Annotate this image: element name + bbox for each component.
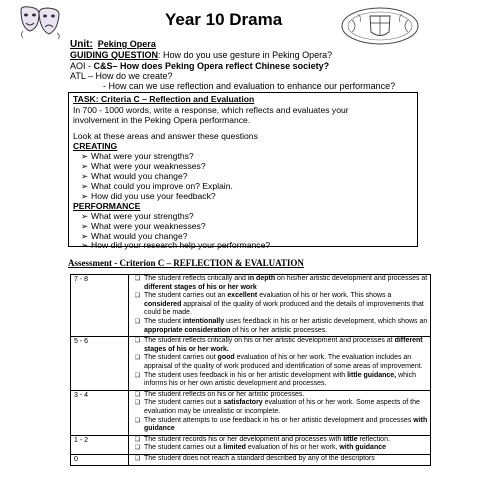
list-item: ➢ How did you use your feedback? [81,191,216,201]
descriptor-segment: evaluation of his or her work. Some aspects of the evaluation may be unrealistic or incomplete. [144,399,420,415]
descriptor-segment: The student carries out [144,354,218,362]
descriptor-item [131,292,428,318]
descriptor-emphasis: good [217,354,235,362]
unit-label: Unit: [70,39,93,50]
list-item: ➢ What were your strengths? [81,211,194,221]
descriptor-text [144,318,428,335]
unit-value: Peking Opera [97,39,156,49]
descriptor-segment: which informs his or her own artistic development and processes. [144,371,416,388]
descriptor-item [131,337,428,354]
descriptor-emphasis: with guidance [144,416,428,433]
checkbox-bullet-icon: ❏ [134,276,141,282]
descriptor-emphasis: considered [144,300,182,308]
descriptor-text [144,292,428,318]
arrow-bullet-icon: ➢ [81,161,89,171]
descriptor-segment: The student reflects on his or her artistic processes. [144,390,305,398]
guiding-label: GUIDING QUESTION [70,50,159,60]
descriptor-emphasis: appropriate consideration [144,326,231,334]
descriptor-segment: reflection. [357,435,390,443]
descriptor-text [144,444,428,453]
checkbox-bullet-icon: ❏ [134,436,141,443]
theatre-masks-icon [17,4,65,40]
page-title: Year 10 Drama [165,10,283,29]
aoi-line [70,61,329,71]
descriptor-emphasis: in depth [247,275,276,282]
descriptor-text [144,372,428,389]
checkbox-bullet-icon: ❏ [134,417,141,424]
checkbox-bullet-icon: ❏ [134,445,141,452]
descriptor-text [144,436,428,445]
descriptor-emphasis: intentionally [182,317,225,325]
descriptor-text [144,391,428,400]
descriptor-text [144,337,428,354]
descriptor-item [131,372,428,389]
descriptor-item [131,318,428,335]
descriptor-emphasis: satisfactory [223,399,263,407]
descriptor-cell [129,454,431,466]
task-intro-1: In 700 - 1000 words, write a response, which reflects and evaluates your [73,105,349,115]
school-crest-icon [340,6,420,46]
table-row [71,454,431,466]
descriptor-cell [129,337,431,391]
descriptor-item [131,436,428,445]
descriptor-item [131,417,428,434]
task-intro-2: involvement in the Peking Opera performance. [73,115,251,125]
checkbox-bullet-icon: ❏ [134,293,141,300]
descriptor-item [131,354,428,371]
descriptor-emphasis: little guidance, [347,371,397,379]
checkbox-bullet-icon: ❏ [134,372,141,379]
descriptor-segment: on his/her artistic development and processes at [275,275,428,282]
arrow-bullet-icon: ➢ [81,221,89,231]
descriptor-text [144,455,428,464]
descriptor-segment: The student reflects critically and [144,275,248,282]
creating-label: CREATING [73,141,118,151]
descriptor-segment: The student attempts to use feedback in his or her artistic development and processes [144,416,414,424]
level-cell: 7 - 8 [71,275,129,337]
list-item: ➢ What were your weaknesses? [81,221,206,231]
list-item: ➢ What could you improve on? Explain. [81,181,233,191]
descriptor-emphasis: excellent [227,292,258,300]
aoi-text: C&S– How does Peking Opera reflect Chinese society? [93,61,330,71]
table-row [71,275,431,337]
arrow-bullet-icon: ➢ [81,211,89,221]
arrow-bullet-icon: ➢ [81,231,89,241]
descriptor-item [131,455,428,464]
atl-line-1: ATL – How do we create? [70,71,173,81]
atl-line-2: - How can we use reflection and evaluation to enhance our performance? [103,81,396,91]
descriptor-segment: The student [144,317,183,325]
descriptor-emphasis: different stages of his or her work [144,283,257,291]
table-row [71,390,431,435]
arrow-bullet-icon: ➢ [81,240,89,250]
descriptor-cell [129,435,431,454]
descriptor-cell [129,275,431,337]
arrow-bullet-icon: ➢ [81,171,89,181]
descriptor-segment: evaluation of his or her work. This shows a [257,292,392,300]
descriptor-text [144,275,428,292]
checkbox-bullet-icon: ❏ [134,391,141,398]
arrow-bullet-icon: ➢ [81,151,89,161]
rubric-table [70,274,431,466]
level-cell: 5 - 6 [71,337,129,391]
descriptor-text [144,354,428,371]
task-box [68,92,418,250]
assessment-heading: Assessment - Criterion C – REFLECTION & EVALUATION [68,258,304,268]
guiding-text: : How do you use gesture in Peking Opera? [158,50,333,60]
descriptor-item [131,399,428,416]
checkbox-bullet-icon: ❏ [134,455,141,462]
descriptor-text [144,399,428,416]
descriptor-item [131,391,428,400]
descriptor-segment: The student records his or her development and processes with [144,435,344,443]
descriptor-segment: The student does not reach a standard described by any of the descriptors [144,454,375,462]
descriptor-segment: uses feedback in his or her artistic development, which shows an [224,317,428,325]
list-item: ➢ How did your research help your performance? [81,240,271,250]
task-look: Look at these areas and answer these questions [73,131,258,141]
checkbox-bullet-icon: ❏ [134,355,141,362]
level-cell: 1 - 2 [71,435,129,454]
descriptor-segment: The student carries out a [144,444,224,452]
descriptor-emphasis: little [343,435,358,443]
descriptor-emphasis: different stages of his or her work. [144,337,423,353]
level-cell: 0 [71,454,129,466]
list-item: ➢ What were your weaknesses? [81,161,206,171]
descriptor-cell [129,390,431,435]
descriptor-segment: evaluation of his or her work. The evaluation includes an appraisal of the quality of work produced and identification of some areas of improvement. [144,354,423,370]
checkbox-bullet-icon: ❏ [134,318,141,325]
descriptor-segment: The student carries out an [144,292,228,300]
performance-label: PERFORMANCE [73,201,141,211]
descriptor-emphasis: limited [223,444,246,452]
table-row [71,337,431,391]
guiding-question [70,50,332,60]
descriptor-item [131,444,428,453]
unit-line [70,39,156,50]
descriptor-text [144,417,428,434]
aoi-prefix: AOI - [70,61,94,71]
checkbox-bullet-icon: ❏ [134,400,141,407]
table-row [71,435,431,454]
checkbox-bullet-icon: ❏ [134,338,141,345]
descriptor-segment: of his or her artistic processes. [230,326,328,334]
arrow-bullet-icon: ➢ [81,191,89,201]
descriptor-item [131,275,428,292]
list-item: ➢ What would you change? [81,231,188,241]
descriptor-segment: The student reflects critically on his or her artistic development and processes at [144,337,395,345]
descriptor-segment: The student carries out a [144,399,224,407]
descriptor-segment: evaluation of his or her work, [245,444,340,452]
descriptor-segment: The student uses feedback in his or her artistic development with [144,371,348,379]
list-item: ➢ What were your strengths? [81,151,194,161]
task-heading: TASK: Criteria C – Reflection and Evaluation [73,94,255,104]
descriptor-emphasis: with guidance [339,444,387,452]
arrow-bullet-icon: ➢ [81,181,89,191]
list-item: ➢ What would you change? [81,171,188,181]
level-cell: 3 - 4 [71,390,129,435]
descriptor-segment: appraisal of the quality of work produced and the details of improvements that could be made. [144,300,424,317]
